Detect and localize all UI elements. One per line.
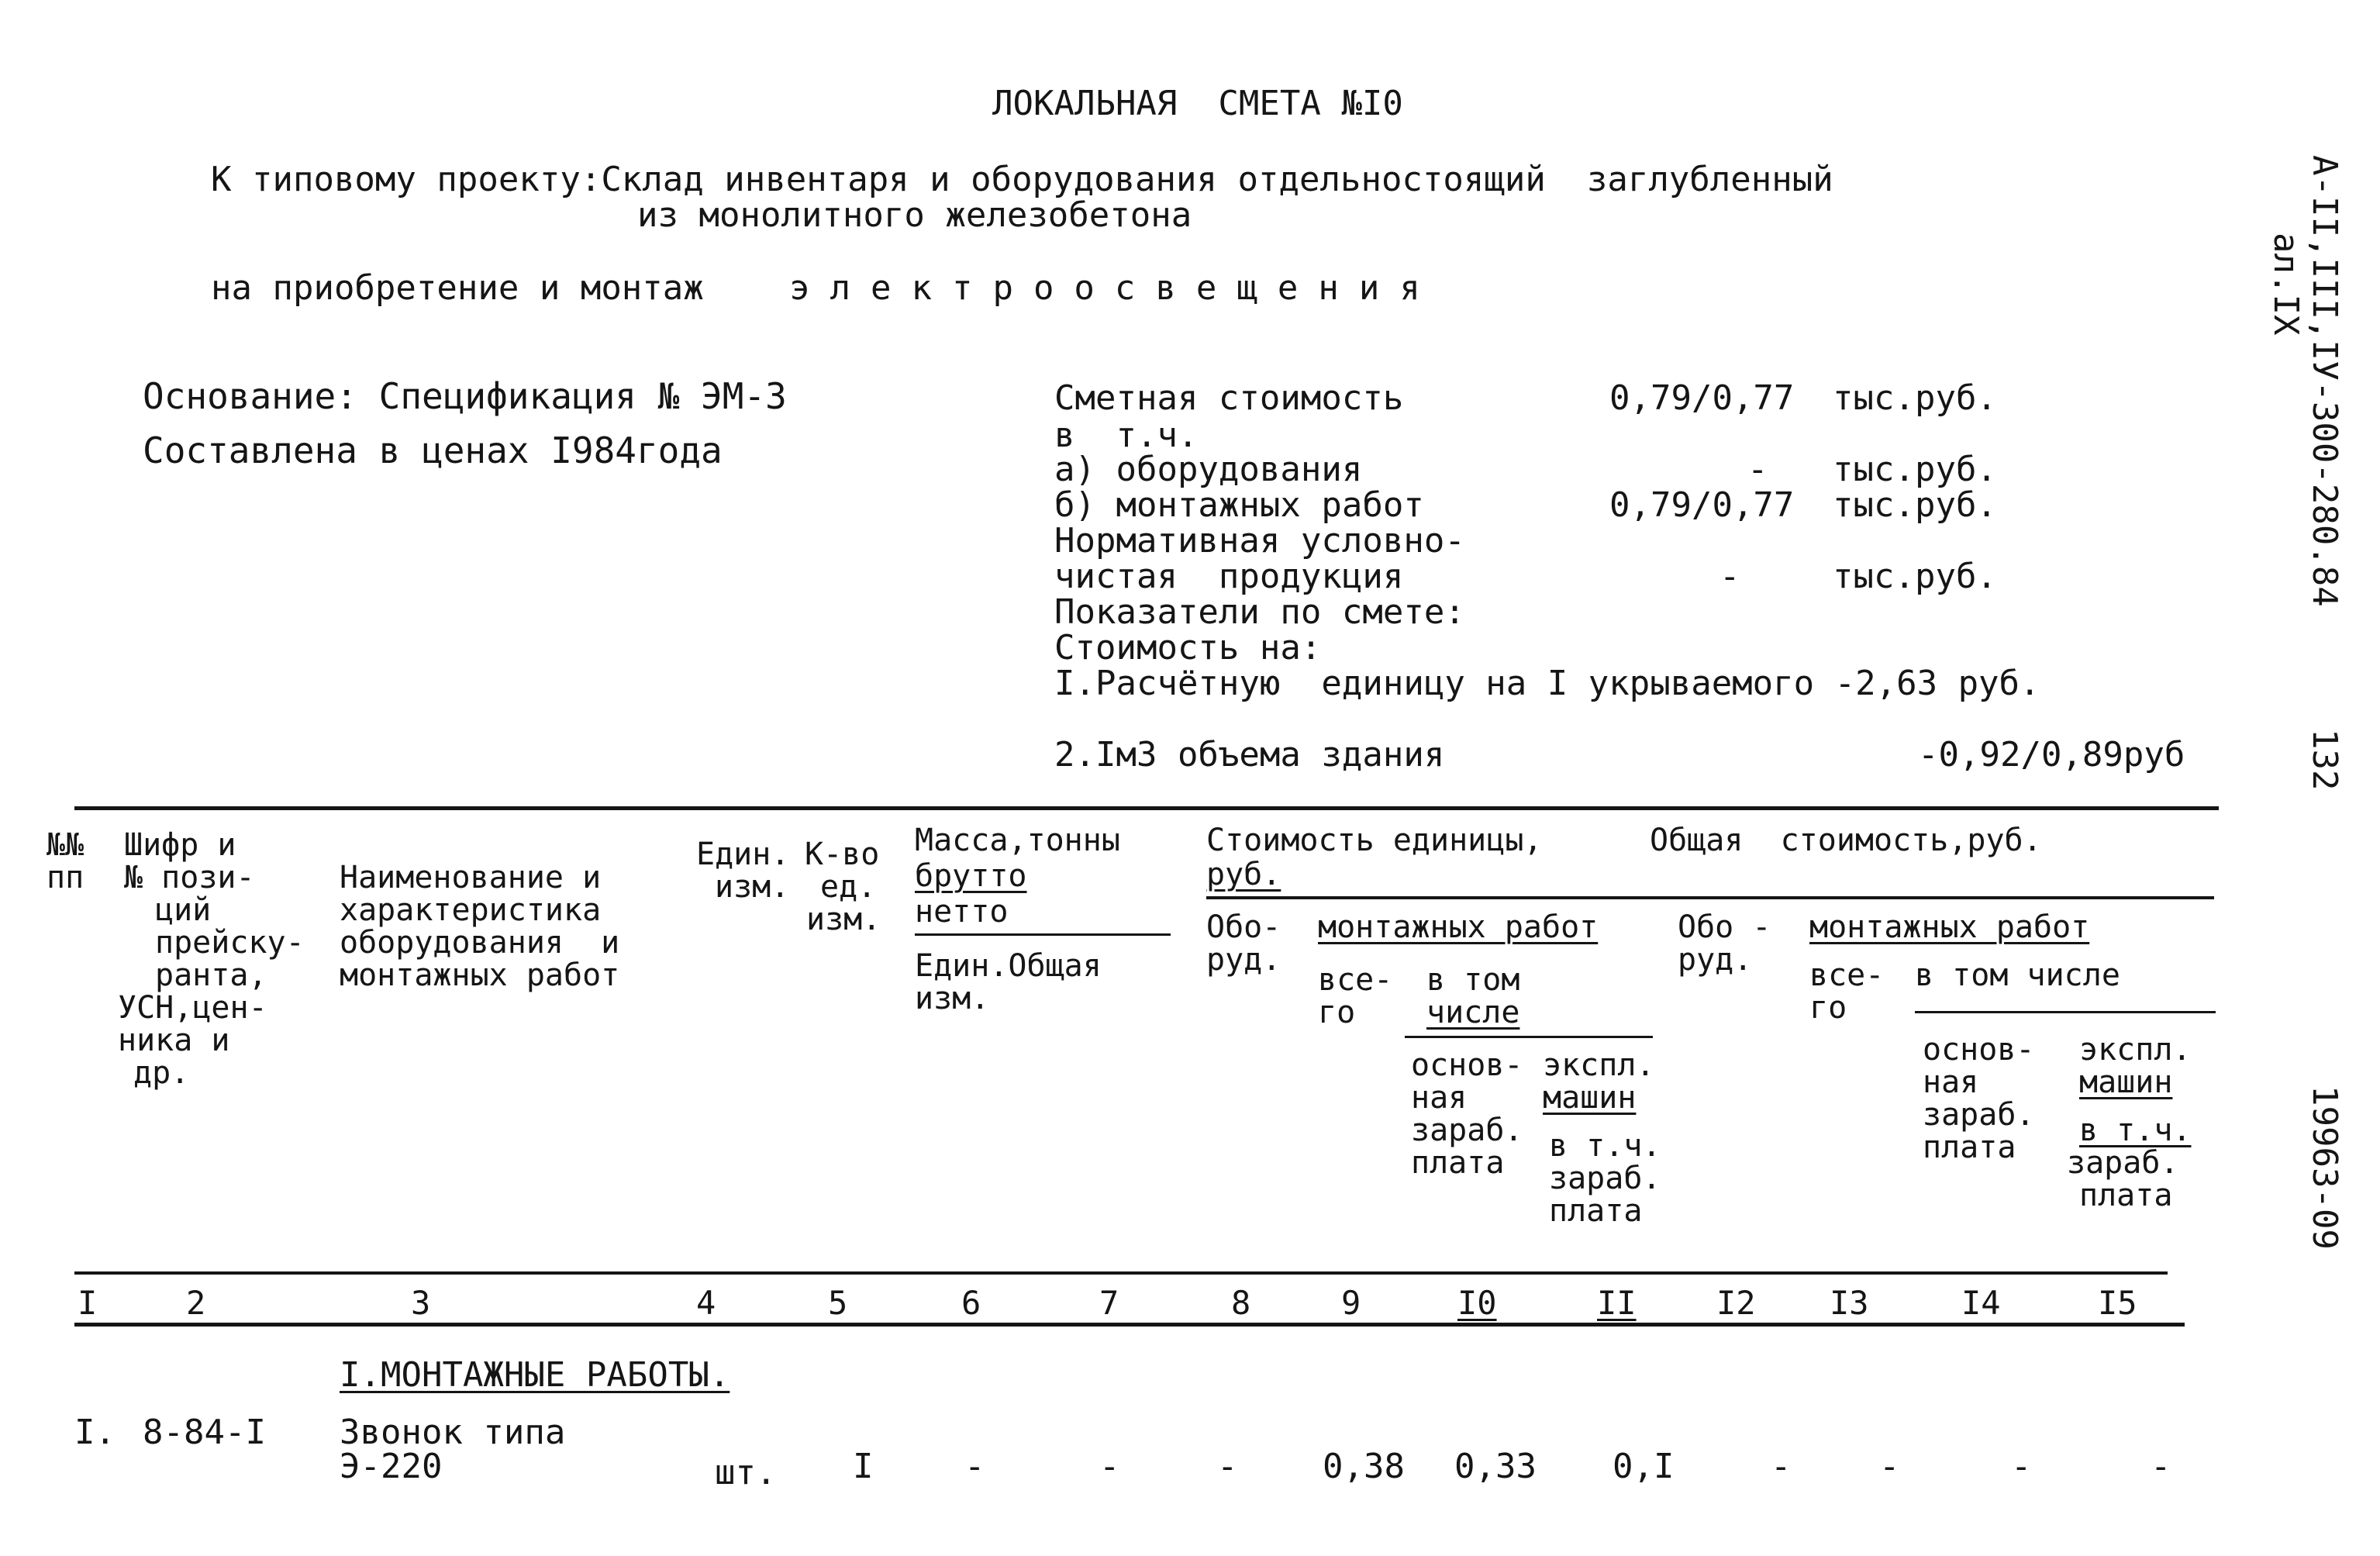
col-number: 8 (1231, 1284, 1251, 1322)
header-total2-1: все- (1809, 957, 1885, 993)
header-machine-incl-1: в т.ч. (1549, 1128, 1661, 1164)
header-machine-1: экспл. (1543, 1047, 1655, 1083)
header-machine2-2: машин (2079, 1064, 2173, 1100)
header-code-1: Шифр и (124, 827, 236, 863)
project-line-2: из монолитного железобетона (637, 195, 1192, 235)
col-number: I0 (1457, 1284, 1497, 1322)
col-number: II (1597, 1284, 1637, 1322)
equipment-value: - (1747, 450, 1768, 489)
normative-value: - (1719, 557, 1740, 596)
row-code: 8-84-I (143, 1413, 266, 1452)
header-equip2-2: руд. (1678, 942, 1753, 978)
header-machine2-incl-1: в т.ч. (2079, 1113, 2192, 1148)
header-basic-wage2-2: ная (1923, 1064, 1979, 1100)
header-total-2: го (1318, 995, 1356, 1030)
basis-prices: Составлена в ценах I984года (143, 430, 723, 471)
cost-on-label: Стоимость на: (1054, 628, 1322, 668)
purpose-prefix: на приобретение и монтаж (211, 268, 704, 308)
col-number: I4 (1961, 1284, 2001, 1322)
header-machine2-1: экспл. (2079, 1032, 2192, 1068)
header-num-2: пп (47, 860, 85, 895)
per-m3-value: -0,92/0,89руб (1918, 735, 2185, 775)
row-c10: 0,33 (1454, 1447, 1537, 1486)
per-m3-label: 2.IмЗ объема здания (1054, 735, 1445, 775)
header-code-7: ника и (118, 1023, 230, 1058)
side-code-line-1: А-II,III,IУ-300-280.84 (2305, 155, 2344, 607)
col-number: 2 (186, 1284, 206, 1322)
incl-right-rule (1915, 1011, 2216, 1013)
side-code-line-2: ал.IX (2266, 233, 2306, 336)
col-number: I5 (2098, 1284, 2137, 1322)
header-incl2: числе (1426, 995, 1520, 1030)
header-mass-unit: Един.Общая (915, 948, 1102, 984)
header-total2-2: го (1809, 990, 1847, 1026)
row-name-1: Звонок типа (340, 1413, 566, 1452)
estimated-cost-unit: тыс.руб. (1833, 378, 1997, 418)
row-c11: 0,I (1613, 1447, 1675, 1486)
row-c12: - (1771, 1447, 1792, 1486)
col-number: 3 (411, 1284, 431, 1322)
header-num-1: №№ (47, 827, 85, 863)
header-name-3: оборудования и (340, 925, 620, 961)
estimated-cost-label: Сметная стоимость (1054, 378, 1404, 418)
install-unit: тыс.руб. (1833, 485, 1997, 525)
header-equip-2: руд. (1206, 942, 1281, 978)
header-mass-unit2: изм. (915, 981, 990, 1016)
normative-label-2: чистая продукция (1054, 557, 1404, 596)
side-page-number: 132 (2305, 729, 2344, 791)
header-total-cost: Общая стоимость,руб. (1650, 823, 2042, 858)
header-basic-wage-1: основ- (1411, 1047, 1523, 1083)
header-machine2-incl-3: плата (2079, 1178, 2173, 1213)
header-code-5: ранта, (155, 957, 267, 993)
header-machine2-incl-2: зараб. (2067, 1145, 2179, 1181)
side-doc-number: 19963-09 (2305, 1085, 2344, 1250)
header-equip2-1: Обо - (1678, 909, 1771, 945)
row-unit: шт. (715, 1453, 777, 1492)
header-mass-brutto: брутто (915, 858, 1027, 894)
header-code-2: № пози- (124, 860, 255, 895)
row-name-2: Э-220 (340, 1447, 443, 1486)
header-basic-wage2-1: основ- (1923, 1032, 2035, 1068)
numbers-top-rule (74, 1271, 2168, 1275)
estimate-title: ЛОКАЛЬНАЯ СМЕТА №I0 (992, 84, 1403, 123)
mass-rule (915, 933, 1171, 936)
header-mass-netto: нетто (915, 894, 1009, 930)
row-c13: - (1879, 1447, 1900, 1486)
estimated-cost-value: 0,79/0,77 (1609, 378, 1795, 418)
header-machine-incl-3: плата (1549, 1193, 1643, 1229)
header-equip-1: Обо- (1206, 909, 1281, 945)
header-qty-3: изм. (806, 902, 881, 937)
header-machine-incl-2: зараб. (1549, 1161, 1661, 1196)
header-install-works2: монтажных работ (1809, 909, 2090, 945)
header-name-2: характеристика (340, 892, 602, 928)
col-number: I2 (1716, 1284, 1756, 1322)
section-title: I.МОНТАЖНЫЕ РАБОТЫ. (340, 1355, 730, 1395)
cost-rule (1206, 896, 2214, 899)
header-incl: в том (1426, 962, 1520, 998)
per-unit-indicator: I.Расчётную единицу на I укрываемого -2,63 руб. (1054, 664, 2040, 703)
col-number: I (78, 1284, 98, 1322)
row-c8: - (1217, 1447, 1238, 1486)
header-unit-cost: Стоимость единицы, (1206, 823, 1543, 858)
header-basic-wage2-3: зараб. (1923, 1097, 2035, 1133)
header-basic-wage2-4: плата (1923, 1130, 2016, 1165)
col-number: I3 (1830, 1284, 1869, 1322)
row-number: I. (74, 1413, 116, 1452)
header-code-6: УСН,цен- (118, 990, 267, 1026)
equipment-label: а) оборудования (1054, 450, 1363, 489)
incl-rule (1405, 1036, 1653, 1038)
header-name-1: Наименование и (340, 860, 602, 895)
header-unit-cost-rub: руб. (1206, 857, 1281, 892)
col-number: 9 (1341, 1284, 1361, 1322)
install-value: 0,79/0,77 (1609, 485, 1795, 525)
header-basic-wage-4: плата (1411, 1145, 1505, 1181)
purpose-word: электроосвещения (789, 268, 1440, 308)
col-number: 6 (961, 1284, 981, 1322)
numbers-bottom-rule (74, 1323, 2185, 1327)
header-unit-2: изм. (715, 869, 790, 905)
header-install-works: монтажных работ (1318, 909, 1599, 945)
row-c9: 0,38 (1323, 1447, 1405, 1486)
incl-label: в т.ч. (1054, 416, 1199, 455)
header-incl-right: в том числе (1915, 957, 2120, 993)
project-line-1: К типовому проекту:Склад инвентаря и оборудования отдельностоящий заглубленный (211, 160, 1833, 199)
header-qty-2: ед. (820, 869, 877, 905)
install-label: б) монтажных работ (1054, 485, 1424, 525)
header-basic-wage-2: ная (1411, 1080, 1468, 1116)
header-total-1: все- (1318, 962, 1393, 998)
normative-unit: тыс.руб. (1833, 557, 1997, 596)
header-code-8: др. (133, 1055, 190, 1091)
header-unit-1: Един. (696, 837, 790, 872)
indicators-label: Показатели по смете: (1054, 592, 1465, 632)
row-c7: - (1099, 1447, 1120, 1486)
row-c6: - (964, 1447, 985, 1486)
header-basic-wage-3: зараб. (1411, 1113, 1523, 1148)
equipment-unit: тыс.руб. (1833, 450, 1997, 489)
basis-spec: Основание: Спецификация № ЭМ-3 (143, 375, 787, 417)
col-number: 7 (1099, 1284, 1119, 1322)
col-number: 5 (828, 1284, 848, 1322)
table-top-rule (74, 806, 2219, 810)
col-number: 4 (696, 1284, 716, 1322)
header-machine-2: машин (1543, 1080, 1637, 1116)
header-name-4: монтажных работ (340, 957, 620, 993)
header-mass-title: Масса,тонны (915, 823, 1120, 858)
header-code-4: прейску- (155, 925, 305, 961)
row-c15: - (2151, 1447, 2171, 1486)
row-c14: - (2011, 1447, 2032, 1486)
header-code-3: ций (155, 892, 212, 928)
normative-label-1: Нормативная условно- (1054, 521, 1465, 561)
row-qty: I (853, 1447, 874, 1486)
header-qty-1: К-во (805, 837, 880, 872)
